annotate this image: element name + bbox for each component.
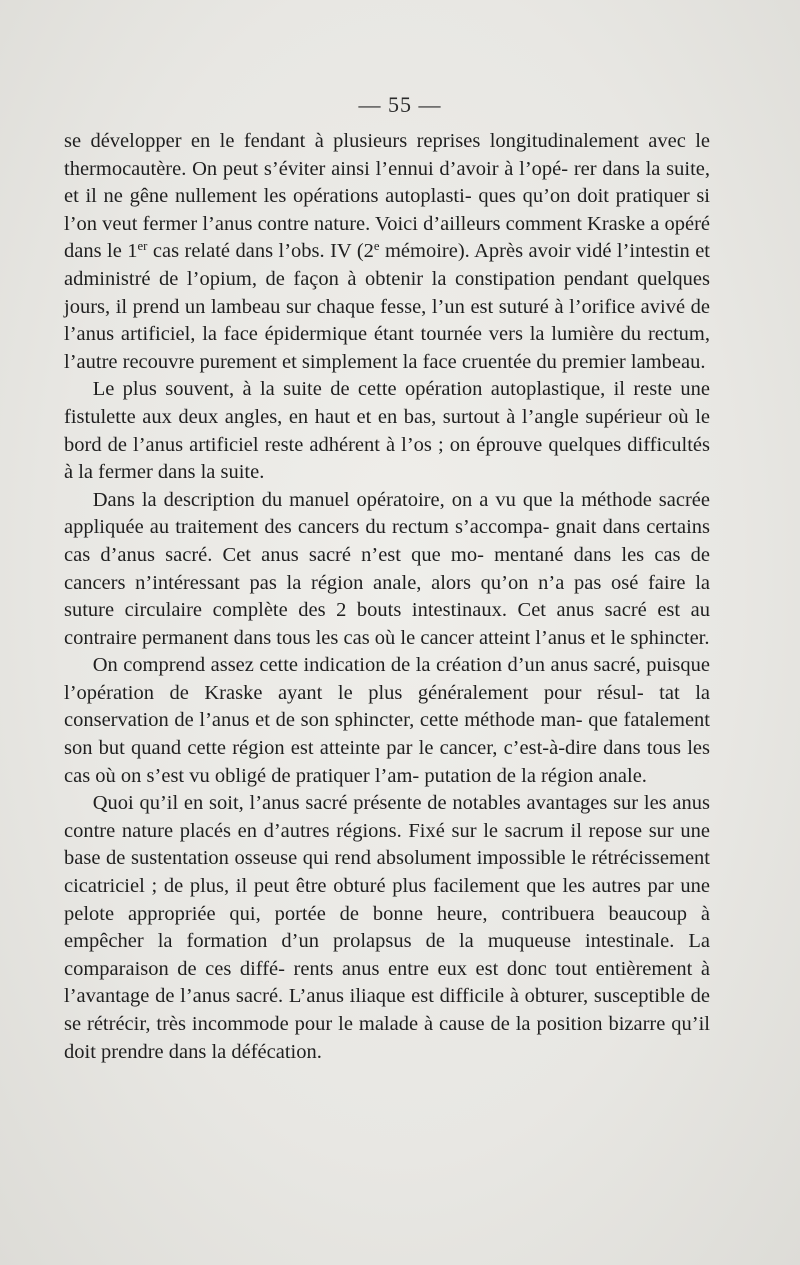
paragraph bbox=[64, 128, 710, 376]
body-text bbox=[64, 128, 710, 1066]
text-run: cas relaté dans l’obs. IV (2 bbox=[147, 240, 374, 263]
text-run: Quoi qu’il en soit, l’anus sacré présente de notables avantages sur les anus contre nature placés en d’autres régions. Fixé sur le sacrum il repose sur une base de sustentation osseuse qui rend absolument impossible le rétrécissement cicatriciel ; de plus, il peut être obturé plus facilement que les autres par une pelote appropriée qui, portée de bonne heure, contribuera beaucoup à empêcher la formation d’un prolapsus de la muqueuse intestinale. La comparaison de ces diffé- rents anus entre eux est donc tout entièrement à l’avantage de l’anus sacré. L’anus iliaque est difficile à obturer, susceptible de se rétrécir, très incommode pour le malade à cause de la position bizarre qu’il doit prendre dans la défécation. bbox=[64, 792, 710, 1063]
paragraph bbox=[64, 652, 710, 790]
text-run: Le plus souvent, à la suite de cette opération autoplastique, il reste une fistulette aux deux angles, en haut et en bas, surtout à l’angle supérieur où le bord de l’anus artificiel reste adhérent à l’os ; on éprouve quelques difficultés à la fermer dans la suite. bbox=[64, 378, 710, 484]
text-run: se développer en le fendant à plusieurs reprises longitudinalement avec le thermocautère. On peut s’éviter ainsi l’ennui d’avoir à l’opé- rer dans la suite, et il ne gêne nullement les opérations autoplasti- ques qu’on doit pratiquer si l’on veut fermer l’anus contre nature. Voici d’ailleurs comment Kraske a opéré dans le 1 bbox=[64, 130, 710, 263]
text-run: On comprend assez cette indication de la création d’un anus sacré, puisque l’opération de Kraske ayant le plus généralement pour résul- tat la conservation de l’anus et de son sphincter, cette méthode man- que fatalement son but quand cette région est atteinte par le cancer, c’est-à-dire dans tous les cas où on s’est vu obligé de pratiquer l’am- putation de la région anale. bbox=[64, 654, 710, 787]
page-number: — 55 — bbox=[358, 92, 442, 117]
superscript: e bbox=[373, 239, 380, 254]
paragraph bbox=[64, 376, 710, 486]
text-run: Dans la description du manuel opératoire, on a vu que la méthode sacrée appliquée au traitement des cancers du rectum s’accompa- gnait dans certains cas d’anus sacré. Cet anus sacré n’est que mo- mentané dans les cas de cancers n’intéressant pas la région anale, alors qu’on n’a pas osé faire la suture circulaire complète des 2 bouts intestinaux. Cet anus sacré est au contraire permanent dans tous les cas où le cancer atteint l’anus et le sphincter. bbox=[64, 488, 710, 649]
paragraph bbox=[64, 790, 710, 1066]
text-run: mémoire). Après avoir vidé l’intestin et administré de l’opium, de façon à obtenir la constipation pendant quelques jours, il prend un lambeau sur chaque fesse, l’un est suturé à l’orifice avivé de l’anus artificiel, la face épidermique étant tournée vers la lumière du rectum, l’autre recouvre purement et simplement la face cruentée du premier lambeau. bbox=[64, 240, 711, 373]
superscript: er bbox=[137, 239, 148, 254]
paragraph bbox=[64, 487, 710, 653]
